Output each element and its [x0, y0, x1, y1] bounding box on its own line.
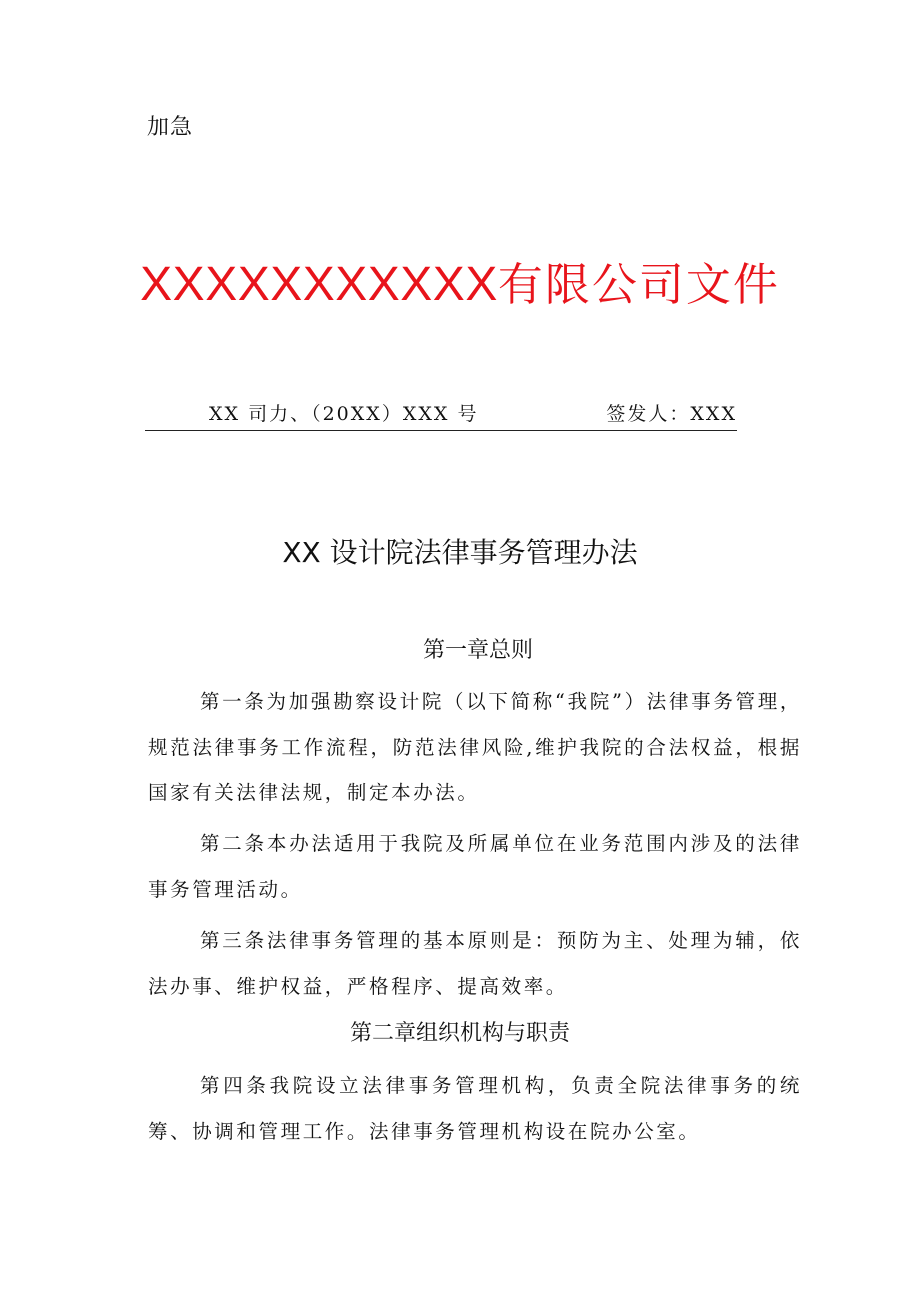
document-number: XX 司力、（20XX）XXX 号: [209, 403, 479, 425]
article-3: 第三条法律事务管理的基本原则是：预防为主、处理为辅，依法办事、维护权益，严格程序、提高效率。: [148, 929, 802, 998]
document-number-line: [145, 400, 737, 431]
article-4: 第四条我院设立法律事务管理机构，负责全院法律事务的统筹、协调和管理工作。法律事务管理机构设在院办公室。: [148, 1074, 802, 1143]
issuer-name: XXXXXXXXXXX: [140, 258, 498, 311]
issuer-suffix: 有限公司文件: [497, 258, 780, 311]
chapter-heading-2: 第二章组织机构与职责: [349, 1021, 570, 1046]
urgency-label: 加急: [147, 115, 194, 140]
chapter-heading-1: 第一章总则: [422, 638, 533, 663]
issuer-header: [0, 255, 920, 315]
article-1: 第一条为加强勘察设计院（以下简称“我院”）法律事务管理，规范法律事务工作流程，防范法律风险,维护我院的合法权益，根据国家有关法律法规，制定本办法。: [148, 690, 802, 804]
article-2: 第二条本办法适用于我院及所属单位在业务范围内涉及的法律事务管理活动。: [148, 832, 802, 901]
document-title: XX 设计院法律事务管理办法: [282, 536, 638, 569]
signer: 签发人：XXX: [606, 403, 737, 425]
